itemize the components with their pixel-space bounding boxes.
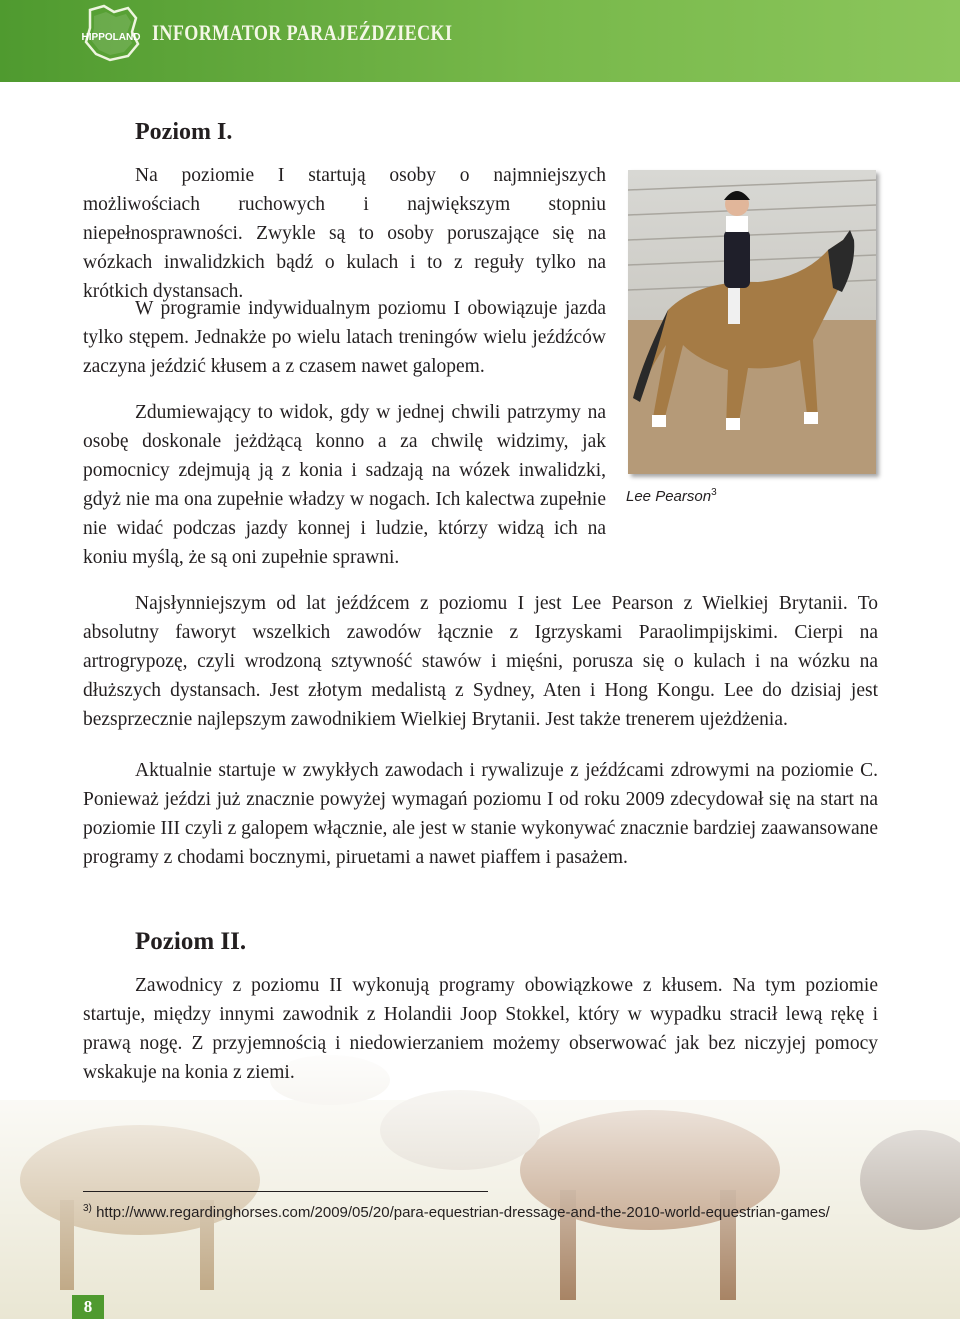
- page-number: 8: [83, 1297, 93, 1316]
- section-heading-poziom-1: Poziom I.: [135, 119, 233, 145]
- footnote: [83, 1203, 883, 1221]
- lee-pearson-photo: [628, 170, 876, 474]
- footnote-divider: [83, 1191, 488, 1192]
- logo-text: HIPPOLAND: [81, 32, 141, 43]
- paragraph: Aktualnie startuje w zwykłych zawodach i rywalizuje z jeźdźcami zdrowymi na poziomie C. Ponieważ jeździ już znacznie powyżej wymagań poziomu I od roku 2009 zdecydował się na start na poziomie III czyli z galopem włącznie, ale jest w stanie wykonywać znacznie bardziej zaawansowane programy z chodami bocznymi, piruetami a nawet piaffem i pasażem.: [83, 760, 878, 868]
- paragraph: Na poziomie I startują osoby o najmniejszych możliwościach ruchowych i największym stopniu niepełnosprawności. Zwykle są to osoby poruszające się na wózkach inwalidzkich bądź o kulach i to z reguły tylko na krótkich dystansach.: [83, 165, 606, 302]
- photo-caption: Lee Pearson$^3$: [626, 487, 717, 505]
- header-band: [0, 0, 960, 82]
- section-heading-poziom-2: Poziom II.: [135, 928, 247, 955]
- paragraph: Zdumiewający to widok, gdy w jednej chwili patrzymy na osobę doskonale jeżdżącą konno a za chwilę widzimy, jak pomocnicy zdejmują ją z konia i sadzają na wózek inwalidzki, gdyż nie ma ona zupełnie władzy w nogach. Ich kalectwa zupełnie nie widać podczas jazdy konnej i ludzie, którzy widzą ich na koniu myślą, że są oni zupełnie sprawni.: [83, 402, 606, 568]
- footnote-marker: 3): [83, 1203, 92, 1214]
- paragraph: W programie indywidualnym poziomu I obowiązuje jazda tylko stępem. Jednakże po wielu latach treningów wielu jeźdźców zaczyna jeździć kłusem a z czasem nawet galopem.: [83, 298, 606, 377]
- footnote-link[interactable]: http://www.regardinghorses.com/2009/05/20/para-equestrian-dressage-and-the-2010-world-equestrian-games/: [96, 1204, 830, 1221]
- header-title: INFORMATOR PARAJEŹDZIECKI: [152, 20, 453, 45]
- paragraph: Zawodnicy z poziomu II wykonują programy obowiązkowe z kłusem. Na tym poziomie startuje, między innymi zawodnik z Holandii Joop Stokkel, który w wypadku stracił lewą rękę i prawą nogę. Z przyjemnością i niedowierzaniem możemy obserwować jak bez niczyjej pomocy wskakuje na konia z ziemi.: [83, 975, 878, 1083]
- paragraph: Najsłynniejszym od lat jeźdźcem z poziomu I jest Lee Pearson z Wielkiej Brytanii. To absolutny faworyt wszelkich zawodów łącznie z Igrzyskami Paraolimpijskimi. Cierpi na artrogrypozę, czyli wrodzoną sztywność stawów i mięśni, porusza się o kulach i na wózku na dłuższych dystansach. Jest złotym medalistą z Sydney, Aten i Hong Kongu. Lee do dzisiaj jest bezsprzecznie najlepszym zawodnikiem Wielkiej Brytanii. Jest także trenerem ujeżdżenia.: [83, 593, 878, 730]
- hippoland-logo: [80, 2, 142, 66]
- page-number-box: [72, 1295, 104, 1319]
